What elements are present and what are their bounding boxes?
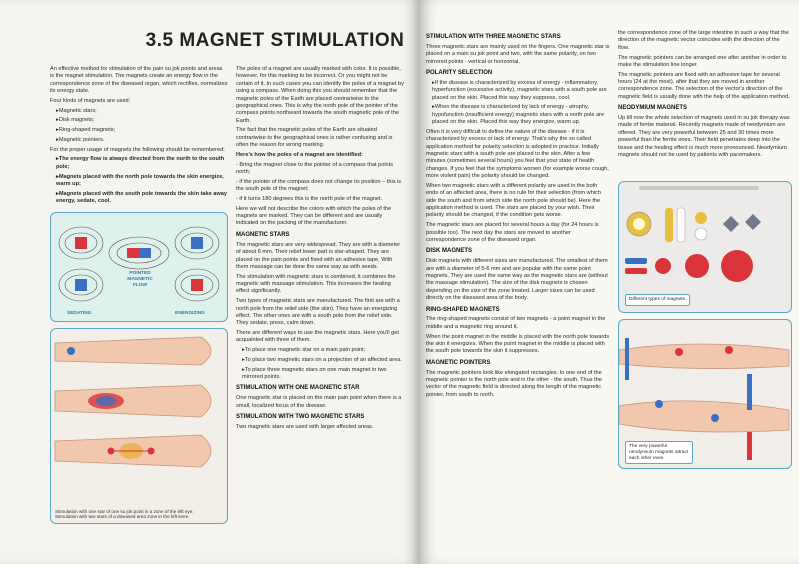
text-paragraph: Three magnetic stars are mainly used on the fingers. One magnetic star is placed on a main su jok point and two, with the same polarity, on two mirrored points - vertical or horizontal. [426,43,610,65]
magnetic-flow-illustration [51,213,227,321]
text-paragraph: ▸ If the disease is characterized by excess of energy - inflammatory, hyperfunction (excessive activity), magnetic stars with a south pole are placed on the skin. Placed this way they suppress, cool. [426,80,610,102]
text-paragraph: Often it is very difficult to define the nature of the disease - if it is characterized by excess or lack of energy. That's why the so called application method for polarity selection is adopted in practice. Initially magnetic stars with a south pole are placed to the skin. After a few minutes (sometimes several hours) you feel that your state of health changes. If you feel that the symptoms worsen (for example worse cough, more violent pain) the polarity should be changed. [426,128,609,180]
text-paragraph: Up till now the whole selection of magnets used in su jok therapy was made of ferrite material. Recently magnets made of neodymium are offered. They are very powerful between 25 and 30 times more powerful than the ferrite ones. Their field penetrates deep into the tissue and the healing effect is much more pronounced. Neodymium magnets should not be used by patients with pacemakers. [618,115,790,158]
kind-item: ▸ Magnetic pointers. [50,137,228,144]
section-heading: STIMULATION WITH THREE MAGNETIC STARS [426,34,561,40]
text-paragraph: The magnetic pointers are fixed with an adhesive tape for several hours (24 at the most), after that they are moved in another correspondence zone. The selection of the vector's direction of the magnetic field is usually done with the help of the application method. [618,71,790,100]
text-paragraph: the correspondence zone of the large intestine in such a way that the direction of the magnetic vector coincides with the direction of the flow. [618,30,789,51]
kind-item: ▸ Magnetic stars; [50,108,228,115]
text-paragraph: Two magnetic stars are used with larger affected areas. [236,424,374,431]
magnet-types-illustration [619,182,791,312]
text-paragraph: - if the pointer of the compass does not change its position – this is the south pole of the magnet; [236,178,402,193]
text-paragraph: Two types of magnetic stars are manufactured. The first are with a north pole from the relief side (the skin). They have an energizing effect. The other ones are with a south pole from the relief side. They sedate, press, calm down. [236,298,400,327]
neodymium-hand-figure [618,319,792,469]
text-paragraph: One magnetic star is placed on the main pain point when there is a small, localized focus of the disease. [236,395,402,409]
text-paragraph: The magnetic pointers can be arranged one after another in order to make the stimulation line longer. [618,54,787,68]
text-paragraph: The stimulation with magnetic stars is combined, it combines the magnetic with massage stimulation. This increases the healing effect significantly. [236,273,396,295]
text-paragraph: - Bring the magnet close to the pointer of a compass that points north; [236,161,394,176]
text-paragraph: Here we will not describe the colors with which the poles of the magnets are marked. They can be different and are usually indicated on the packing of the manufacturer. [236,205,392,227]
rule-2: ▸ Magnets placed with the north pole towards the skin energize, warm up; [50,174,228,189]
kinds-intro: Four kinds of magnets are used: [50,97,131,104]
kind-item: ▸ Ring-shaped magnets; [50,127,228,134]
section-heading: MAGNETIC STARS [236,231,290,238]
text-paragraph: The magnetic stars are very widespread. They are with a diameter of about 6 mm. Their relief lower part is star-shaped. They are placed on the pain points and fixed with an adhesive tape. With them massage can be done the same way as with seeds. [236,241,401,270]
text-paragraph: ▸ When the disease is characterized by lack of energy - atrophy, hypofunction (insufficient energy) magnetic stars with a north pole are placed on the skin. Placed this way they energize, warm up. [426,104,610,126]
text-subheading: Here's how the poles of a magnet are identified: [236,151,363,158]
neodymium-caption: The very powerful neodymium magnets attract each other even [625,441,693,464]
section-heading: POLARITY SELECTION [426,70,493,77]
finger-figure-caption: Stimulation with one star of one su jok point in a zone of the left eye. Stimulation with two stars of a diseased area zone in the left knee. [55,508,194,520]
text-paragraph: - if it turns 180 degrees this is the north pole of the magnet. [236,195,383,202]
column-a [50,66,228,524]
list-item: ▸ To place three magnetic stars on one main magnet in two mirrored points. [236,367,404,382]
section-heading: STIMULATION WITH ONE MAGNETIC STAR [236,385,360,392]
column-c [426,30,610,469]
magnet-types-caption: Different types of magnets. [625,294,690,306]
text-paragraph: Disk magnets with different sizes are manufactured. The smallest of them are with a diameter of 5-6 mm and are popular with the same point magnets. They are used the same way as the magnetic stars are (without the massage stimulation). The size of the disk magnets is chosen depending on the size of the zone treated. Larger sizes can be used directly on the diseased area of the body. [426,258,608,302]
energizing-label: ENERGIZING [175,310,205,316]
section-heading: NEODYMIUM MAGNETS [618,105,687,112]
rule-1: ▸ The energy flow is always directed from the north to the south pole; [50,156,228,171]
section-heading: DISK MAGNETS [426,248,473,255]
rule-3: ▸ Magnets placed with the south pole towards the skin take away energy, sedate, cool. [50,191,228,206]
section-heading: MAGNETIC POINTERS [426,359,491,366]
finger-stimulation-figure [50,328,228,524]
magnet-types-figure [618,181,792,313]
text-paragraph: When the point magnet in the middle is placed with the north pole towards the skin it energizes. When the point magnet in the middle is placed with the south pole towards the skin it suppresses. [426,333,610,355]
magnetic-flow-figure [50,212,228,322]
intro-paragraph: An effective method for stimulation of the pain su jok points and areas is the magnet stimulation. The magnets create an energy flow in the correspondence zone of the diseased organ, which rectifies, normalizes its energy state. [50,66,228,95]
list-item: ▸ To place one magnetic star on a main pain point; [236,347,404,354]
text-paragraph: When two magnetic stars with a different polarity are used in the both ends of an affected area, there is no rule for their selection (from which side the south and from which side the north pole should be). Here the application method is used. The stars are placed by your wish. Their polarity should be changed, if the condition gets worse. [426,182,601,219]
text-paragraph: The magnetic pointers look like elongated rectangles. In one end of the magnetic pointer is the north pole and in the other - the south. Thus the vector of the magnetic field is directed along the length of the magnetic pointer, from south to north. [426,369,602,398]
text-paragraph: The ring-shaped magnets consist of two magnets - a point magnet in the middle and a magnetic ring around it. [426,316,606,330]
column-d [618,30,792,469]
text-paragraph: There are different ways to use the magnetic stars. Here you'll get acquainted with three of them. [236,330,399,344]
text-paragraph: The magnetic stars are placed for several hours a day (for 24 hours is possible too). The next day the stars are moved to another correspondence zone of the diseased organ. [426,222,599,243]
column-b [236,66,404,524]
section-heading: RING-SHAPED MAGNETS [426,306,500,313]
usage-intro: For the proper usage of magnets the following should be remembered: [50,146,225,153]
list-item: ▸ To place two magnetic stars on a projection of an affected area. [236,357,404,364]
finger-illustration [51,329,227,499]
text-paragraph: The poles of a magnet are usually marked with color. It is possible, however, for this marking to be incorrect. Or you might not be certain of it. In such cases you can identify the poles of a magnet by using a compass. When doing this you should remember that the magnetic poles of the Earth are placed contrariwise to the geographical ones. This is why the north pole of the pointer of the compass points northward towards the south magnetic pole of the Earth. [236,66,404,124]
sedating-label: SEDATING [67,310,92,316]
text-paragraph: The fact that the magnetic poles of the Earth are situated contrariwise to the geographical ones is rather confusing and is often the reason for wrong marking. [236,127,393,149]
section-heading: STIMULATION WITH TWO MAGNETIC STARS [236,414,365,421]
flow-label: POINTED MAGNETIC FLOW [127,270,153,289]
kind-item: ▸ Disk magnets; [50,117,228,124]
page-title: 3.5 MAGNET STIMULATION [145,30,405,51]
right-page [418,0,799,564]
